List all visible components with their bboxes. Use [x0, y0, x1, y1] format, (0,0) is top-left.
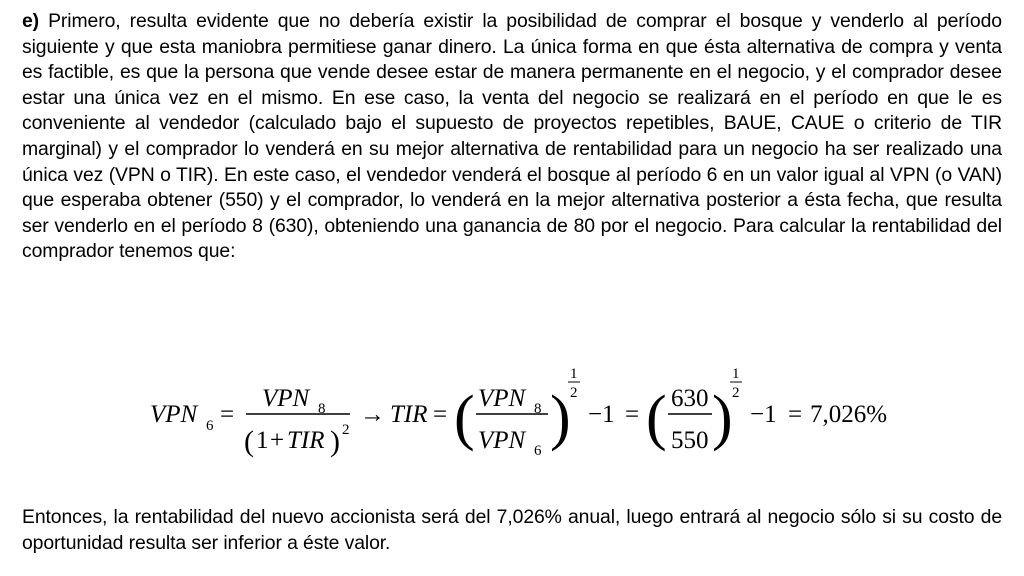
eq-exp1-den: 2: [570, 385, 578, 401]
paragraph-e: [22, 9, 1002, 265]
eq-frac1-tir: TIR: [287, 427, 325, 454]
eq-tir: TIR: [390, 401, 428, 428]
eq-frac1-open-paren: (: [244, 425, 254, 458]
equation-svg: [150, 362, 910, 472]
eq-big-open-paren-2: (: [646, 384, 667, 452]
eq-frac1-num-vpn: VPN: [262, 385, 310, 412]
eq-vpn-lhs: VPN: [150, 401, 198, 428]
eq-frac3-num: 630: [671, 385, 709, 412]
eq-exp1-num: 1: [570, 366, 578, 382]
eq-equals-1: =: [220, 401, 235, 428]
eq-sub-6-lhs: 6: [206, 418, 214, 434]
paragraph-conclusion-text: Entonces, la rentabilidad del nuevo accionista será del 7,026% anual, luego entrará al negocio sólo si su costo de oportunidad resulta ser inferior a éste valor.: [22, 506, 1002, 554]
eq-frac1-plus: +: [270, 427, 285, 454]
eq-frac2-num-sub-8: 8: [534, 401, 542, 417]
eq-frac2-den-sub-6: 6: [534, 443, 542, 459]
item-label: e): [22, 10, 40, 32]
eq-minus-one-1: −1: [588, 401, 615, 428]
tir-equation: [150, 362, 910, 472]
eq-equals-3: =: [625, 401, 640, 428]
eq-frac1-close-paren: ): [330, 425, 340, 458]
eq-exp2-num: 1: [732, 366, 740, 382]
paragraph-conclusion: [22, 505, 1002, 556]
eq-frac1-num-sub-8: 8: [318, 401, 326, 417]
eq-big-open-paren-1: (: [454, 384, 475, 452]
eq-arrow: →: [360, 401, 385, 428]
eq-big-close-paren-1: ): [550, 384, 571, 452]
eq-equals-4: =: [788, 401, 803, 428]
eq-equals-2: =: [433, 401, 448, 428]
eq-frac2-num-vpn: VPN: [478, 385, 526, 412]
eq-frac1-exp-2: 2: [342, 422, 350, 438]
eq-minus-one-2: −1: [750, 401, 777, 428]
eq-exp2-den: 2: [732, 385, 740, 401]
paragraph-e-text: Primero, resulta evidente que no debería existir la posibilidad de comprar el bosque y venderlo al período siguiente y que esta maniobra permitiese ganar dinero. La única forma en que ésta alternativa de compra y venta es factible, es que la persona que vende desee estar de manera permanente en el negocio, y el comprador desee estar una única vez en el mismo. En ese caso, la venta del negocio se realizará en el período en que le es conveniente al vendedor (calculado bajo el supuesto de proyectos repetibles, BAUE, CAUE o criterio de TIR marginal) y el comprador lo venderá en su mejor alternativa de rentabilidad para un negocio ha ser realizado una única vez (VPN o TIR). En este caso, el vendedor venderá el bosque al período 6 en un valor igual al VPN (o VAN) que esperaba obtener (550) y el comprador, lo venderá en la mejor alternativa posterior a ésta fecha, que resulta ser venderlo en el período 8 (630), obteniendo una ganancia de 80 por el negocio. Para calcular la rentabilidad del comprador tenemos que:: [22, 10, 1002, 263]
eq-frac3-den: 550: [671, 427, 709, 454]
eq-frac1-one: 1: [256, 427, 269, 454]
eq-frac2-den-vpn: VPN: [478, 427, 526, 454]
eq-result: 7,026%: [810, 401, 888, 428]
eq-big-close-paren-2: ): [712, 384, 733, 452]
